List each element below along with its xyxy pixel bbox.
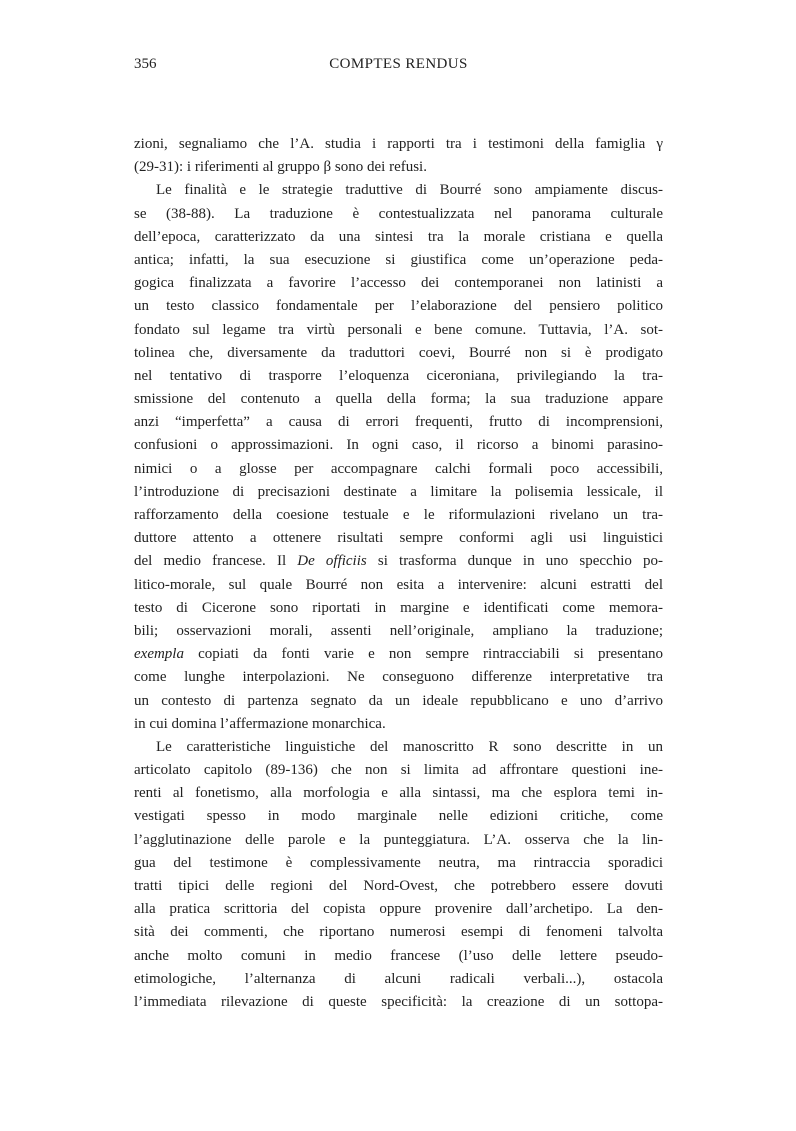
page-header (134, 55, 663, 74)
text-line: nimici o a glosse per accompagnare calchi formali poco accessibili, (134, 460, 663, 477)
text-line: gua del testimone è complessivamente neutra, ma rintraccia sporadici (134, 854, 663, 871)
text-line: l’agglutinazione delle parole e la punteggiatura. L’A. osserva che la lin- (134, 831, 663, 848)
text-line: smissione del contenuto a quella della forma; la sua traduzione appare (134, 391, 663, 408)
text-line: bili; osservazioni morali, assenti nell’originale, ampliano la traduzione; (134, 622, 663, 639)
text-line: vestigati spesso in modo marginale nelle edizioni critiche, come (134, 808, 663, 825)
text-line: l’immediata rilevazione di queste specificità: la creazione di un sottopa- (134, 993, 663, 1010)
text-line: nel tentativo di trasporre l’eloquenza ciceroniana, privilegiando la tra- (134, 367, 663, 384)
text-line: fondato sul legame tra virtù personali e bene comune. Tuttavia, l’A. sot- (134, 321, 663, 338)
text-line: etimologiche, l’alternanza di alcuni radicali verbali...), ostacola (134, 970, 663, 987)
text-line: renti al fonetismo, alla morfologia e alla sintassi, ma che esplora temi in- (134, 785, 663, 802)
text-line: l’introduzione di precisazioni destinate a limitare la polisemia lessicale, il (134, 483, 663, 500)
page-number: 356 (134, 56, 157, 72)
text-line: articolato capitolo (89-136) che non si limita ad affrontare questioni ine- (134, 762, 663, 779)
text-line: gogica finalizzata a favorire l’accesso dei contemporanei non latinisti a (134, 275, 663, 292)
text-line: duttore attento a ottenere risultati sempre conformi agli usi linguistici (134, 530, 663, 547)
text-line: antica; infatti, la sua esecuzione si giustifica come un’operazione peda- (134, 251, 663, 268)
text-line: del medio francese. Il De officiis si trasforma dunque in uno specchio po- (134, 553, 663, 570)
text-line: Le caratteristiche linguistiche del manoscritto R sono descritte in un (156, 738, 663, 755)
text-line: come lunghe interpolazioni. Ne conseguono differenze interpretative tra (134, 669, 663, 686)
text-line: (29-31): i riferimenti al gruppo β sono dei refusi. (134, 159, 427, 176)
text-block (134, 133, 663, 1014)
paragraph (134, 133, 663, 179)
text-line: un testo classico fondamentale per l’elaborazione del pensiero politico (134, 298, 663, 315)
text-line: tolinea che, diversamente da traduttori coevi, Bourré non si è prodigato (134, 344, 663, 361)
text-line: in cui domina l’affermazione monarchica. (134, 715, 386, 732)
text-line: sità dei commenti, che riportano numerosi esempi di fenomeni talvolta (134, 924, 663, 941)
text-line: exempla copiati da fonti varie e non sempre rintracciabili si presentano (134, 646, 663, 663)
running-title: COMPTES RENDUS (329, 56, 468, 72)
text-line: rafforzamento della coesione testuale e le riformulazioni rivelano un tra- (134, 507, 663, 523)
text-line: tratti tipici delle regioni del Nord-Ovest, che potrebbero essere dovuti (134, 878, 663, 894)
paragraph (134, 736, 663, 1014)
paragraph (134, 179, 663, 736)
text-line: alla pratica scrittoria del copista oppure provenire dall’archetipo. La den- (134, 901, 663, 918)
text-line: zioni, segnaliamo che l’A. studia i rapporti tra i testimoni della famiglia γ (134, 136, 663, 152)
text-line: un contesto di partenza segnato da un ideale repubblicano e uno d’arrivo (134, 692, 663, 709)
text-line: anche molto comuni in medio francese (l’uso delle lettere pseudo- (134, 947, 663, 964)
text-line: Le finalità e le strategie traduttive di Bourré sono ampiamente discus- (156, 182, 663, 199)
text-line: se (38-88). La traduzione è contestualizzata nel panorama culturale (134, 205, 663, 222)
text-line: anzi “imperfetta” a causa di errori frequenti, frutto di incomprensioni, (134, 414, 663, 431)
text-line: confusioni o approssimazioni. In ogni caso, il ricorso a binomi parasino- (134, 437, 663, 454)
text-line: litico-morale, sul quale Bourré non esita a intervenire: alcuni estratti del (134, 576, 663, 593)
text-line: dell’epoca, caratterizzato da una sintesi tra la morale cristiana e quella (134, 228, 663, 245)
text-line: testo di Cicerone sono riportati in margine e identificati come memora- (134, 599, 663, 616)
